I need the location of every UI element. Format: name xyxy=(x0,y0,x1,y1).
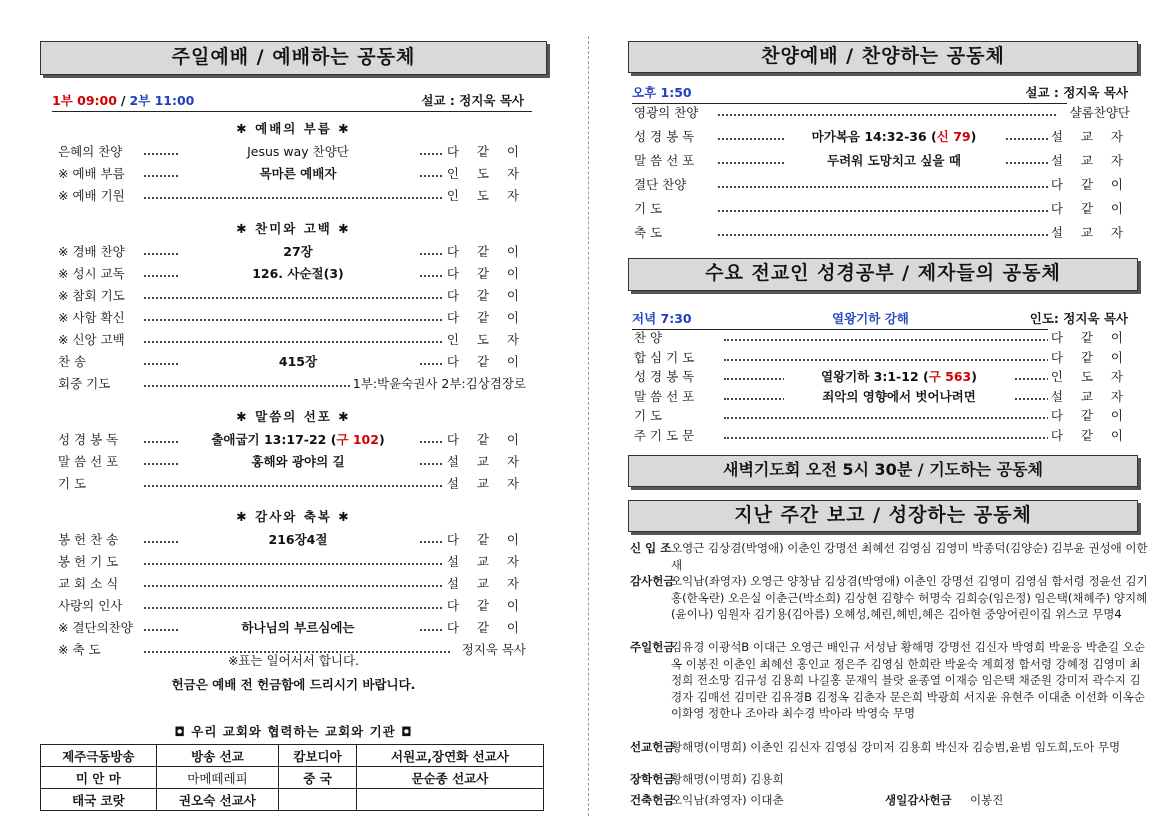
dot-leader xyxy=(144,293,450,299)
order-label: 찬 송 xyxy=(58,354,87,369)
order-row xyxy=(58,329,526,351)
order-leader: 다 같 이 xyxy=(444,263,526,285)
order-leader: 인 도 자 xyxy=(444,329,526,351)
report-value: 오영근 김상겸(박영애) 이춘인 강명선 최혜선 김영심 김영미 박종덕(김양순) 김부윤 권성애 이한새 xyxy=(671,541,1148,572)
order-row xyxy=(634,126,1130,148)
order-label: 교 회 소 식 xyxy=(58,576,119,591)
praise-worship-banner: 찬양예배 / 찬양하는 공동체 xyxy=(628,41,1138,73)
wednesday-leader: 인도: 정지욱 목사 xyxy=(1029,311,1128,326)
order-leader: 다 같 이 xyxy=(444,429,526,451)
order-leader: 1부:박윤숙권사 2부:김상겸장로 xyxy=(350,373,526,395)
order-leader: 다 같 이 xyxy=(1048,425,1130,447)
order-label: 합 심 기 도 xyxy=(634,349,695,365)
report-key: 장학헌금 xyxy=(630,772,675,786)
order-leader: 다 같 이 xyxy=(444,307,526,329)
order-leader: 설 교 자 xyxy=(1048,386,1130,408)
dot-leader xyxy=(144,603,450,609)
order-leader: 다 같 이 xyxy=(1048,327,1130,349)
order-row xyxy=(634,425,1130,447)
order-row xyxy=(58,185,526,207)
sunday-preacher: 설교 : 정지욱 목사 xyxy=(421,93,524,108)
order-content-close: ) xyxy=(971,369,977,384)
order-row xyxy=(634,222,1130,244)
coop-cell: 문순종 선교사 xyxy=(356,767,543,789)
order-leader: 인 도 자 xyxy=(1048,366,1130,388)
report-entry xyxy=(630,540,1148,573)
page-divider xyxy=(588,36,589,816)
praise-time-line xyxy=(632,82,1130,104)
section-title: ✱ 감사와 축복 ✱ xyxy=(236,509,351,524)
order-label: 은혜의 찬양 xyxy=(58,144,123,159)
section-title: ✱ 말씀의 선포 ✱ xyxy=(236,409,351,424)
coop-cell: 중 국 xyxy=(279,767,357,789)
order-leader: 다 같 이 xyxy=(1048,405,1130,427)
section-title: ✱ 예배의 부름 ✱ xyxy=(236,121,351,136)
second-service-time: 2부 11:00 xyxy=(129,93,195,108)
dot-leader xyxy=(144,481,450,487)
dawn-prayer-banner: 새벽기도회 오전 5시 30분 / 기도하는 공동체 xyxy=(628,455,1138,487)
dot-leader xyxy=(144,315,450,321)
order-leader: 설 교 자 xyxy=(1048,222,1130,244)
order-label: ※ 사함 확신 xyxy=(58,310,125,325)
order-row xyxy=(58,351,526,373)
order-leader: 인 도 자 xyxy=(444,163,526,185)
order-leader: 정지욱 목사 xyxy=(459,639,526,661)
order-row xyxy=(58,473,526,495)
order-leader: 설 교 자 xyxy=(444,451,526,473)
order-row xyxy=(58,373,526,395)
coop-cell: 권오숙 선교사 xyxy=(156,789,279,811)
order-content: 하나님의 부르심에는 xyxy=(178,617,418,639)
order-content: 두려워 도망치고 싶을 때 xyxy=(784,150,1004,172)
coop-cell: 제주극동방송 xyxy=(41,745,157,767)
coop-cell: 방송 선교 xyxy=(156,745,279,767)
order-content xyxy=(784,126,1004,148)
dot-leader xyxy=(718,230,1056,236)
hymn-number: 신 79 xyxy=(936,129,971,144)
wednesday-subject: 열왕기하 강해 xyxy=(832,311,909,326)
coop-cell: 마메떼레피 xyxy=(156,767,279,789)
order-content xyxy=(178,429,418,451)
report-key: 감사헌금 xyxy=(630,574,675,588)
order-leader: 설 교 자 xyxy=(444,473,526,495)
order-leader: 다 같 이 xyxy=(444,285,526,307)
order-content-text: 출애굽기 13:17-22 ( xyxy=(211,432,337,447)
order-label: 영광의 찬양 xyxy=(634,105,699,120)
order-row xyxy=(58,285,526,307)
order-label: ※ 경배 찬양 xyxy=(58,244,125,259)
wednesday-time: 저녁 7:30 xyxy=(632,311,692,326)
order-leader: 다 같 이 xyxy=(444,241,526,263)
order-row xyxy=(58,141,526,163)
order-leader: 다 같 이 xyxy=(444,617,526,639)
report-key: 주일헌금 xyxy=(630,640,675,654)
order-label: 성 경 봉 독 xyxy=(634,369,695,384)
order-row xyxy=(634,174,1130,196)
order-content: 216장4절 xyxy=(178,529,418,551)
order-content-text: 마가복음 14:32-36 ( xyxy=(811,129,937,144)
cooperating-churches-table xyxy=(40,744,544,811)
order-content-text: 열왕기하 3:1-12 ( xyxy=(821,369,929,384)
order-row xyxy=(58,451,526,473)
report-value: 김유경 이광석B 이대근 오영근 배인규 서성남 황해명 강명선 김신자 박영희 박윤응 박춘길 오순옥 이봉진 이춘인 최혜선 홍인교 정은주 김영심 한희란 박윤숙 계희정 함서령 강혜정 김영미 최정희 전소망 김규성 김용희 나길홍 문재익 블랏 윤종열 이재승 임은택 채준원 강미저 곽수지 김경자 김매선 김미란 김유경B 김정옥 김춘자 문은희 박광희 서지윤 유현주 이대춘 이선화 이옥순 이화영 정한나 조아라 최수경 박아라 박영숙 무명 xyxy=(671,640,1145,720)
order-row xyxy=(58,551,526,573)
order-label: 봉 헌 찬 송 xyxy=(58,532,119,547)
cooperating-churches-title: ◘ 우리 교회와 협력하는 교회와 기관 ◘ xyxy=(174,724,413,739)
order-row xyxy=(58,529,526,551)
report-value: 황해명(이명희) 이춘인 김신자 김영심 강미저 김용희 박신자 김승범,윤범 임도희,도아 무명 xyxy=(671,740,1121,754)
order-leader: 다 같 이 xyxy=(444,351,526,373)
order-row xyxy=(58,241,526,263)
sunday-time-line xyxy=(52,90,532,112)
order-row xyxy=(58,307,526,329)
order-label: 기 도 xyxy=(58,476,87,491)
coop-row xyxy=(41,745,544,767)
dot-leader xyxy=(144,581,450,587)
order-label: 사랑의 인사 xyxy=(58,598,123,613)
order-label: 성 경 봉 독 xyxy=(58,432,119,447)
hymn-number: 구 102 xyxy=(336,432,379,447)
order-label: 성 경 봉 독 xyxy=(634,129,695,144)
order-label: ※ 성시 교독 xyxy=(58,266,125,281)
order-label: 회중 기도 xyxy=(58,376,111,391)
dot-leader xyxy=(144,337,450,343)
order-content: 목마른 예배자 xyxy=(178,163,418,185)
weekly-report-banner: 지난 주간 보고 / 성장하는 공동체 xyxy=(628,500,1138,532)
order-leader: 설 교 자 xyxy=(444,573,526,595)
order-label: ※ 신앙 고백 xyxy=(58,332,125,347)
report-key: 선교헌금 xyxy=(630,740,675,754)
order-leader: 다 같 이 xyxy=(444,595,526,617)
order-row xyxy=(634,150,1130,172)
report-key: 신 입 조 xyxy=(630,541,672,555)
order-leader: 다 같 이 xyxy=(444,529,526,551)
order-label: 봉 헌 기 도 xyxy=(58,554,119,569)
order-leader: 인 도 자 xyxy=(444,185,526,207)
order-leader: 다 같 이 xyxy=(1048,198,1130,220)
dot-leader xyxy=(724,413,1056,419)
coop-cell xyxy=(356,789,543,811)
report-value: 오익남(좌영자) 오영근 양창남 김상겸(박영애) 이춘인 강명선 김영미 김영심 함서령 정윤선 김기홍(한옥란) 오은실 이춘근(박소희) 김상현 김향수 허명숙 김희승(임은정) 임은택(채혜주) 양지혜(윤이나) 임원자 김기용(김아름) 오혜성,혜린,혜빈,혜은 김아현 중앙어린이집 위스코 무명4 xyxy=(671,574,1148,621)
coop-row xyxy=(41,789,544,811)
dot-leader xyxy=(724,335,1056,341)
dot-leader xyxy=(718,110,1056,116)
order-content: Jesus way 찬양단 xyxy=(178,141,418,163)
coop-cell: 미 안 마 xyxy=(41,767,157,789)
order-label: 기 도 xyxy=(634,408,663,423)
report-entry xyxy=(630,792,1148,809)
dot-leader xyxy=(144,559,450,565)
praise-time: 오후 1:50 xyxy=(632,85,692,100)
order-row xyxy=(58,595,526,617)
coop-cell: 캄보디아 xyxy=(279,745,357,767)
dot-leader xyxy=(718,182,1056,188)
order-row xyxy=(58,573,526,595)
order-leader: 다 같 이 xyxy=(444,141,526,163)
order-content: 죄악의 영향에서 벗어나려면 xyxy=(784,386,1014,408)
report-value-secondary: 이봉진 xyxy=(970,793,1004,807)
order-row xyxy=(634,102,1130,124)
order-content: 27장 xyxy=(178,241,418,263)
order-label: ※ 축 도 xyxy=(58,642,101,657)
order-label: 말 씀 선 포 xyxy=(634,388,695,404)
order-row xyxy=(58,617,526,639)
order-leader: 설 교 자 xyxy=(444,551,526,573)
coop-cell: 서원교,장연화 선교사 xyxy=(356,745,543,767)
dot-leader xyxy=(724,433,1056,439)
order-label: ※ 참회 기도 xyxy=(58,288,125,303)
order-content: 홍해와 광야의 길 xyxy=(178,451,418,473)
order-label: 찬 양 xyxy=(634,330,663,345)
order-leader: 설 교 자 xyxy=(1048,126,1130,148)
report-entry xyxy=(630,771,1148,788)
order-label: 기 도 xyxy=(634,201,663,216)
dot-leader xyxy=(724,355,1056,361)
offering-note: 헌금은 예배 전 헌금함에 드리시기 바랍니다. xyxy=(171,677,416,692)
order-content: 126. 사순절(3) xyxy=(178,263,418,285)
order-label: ※ 예배 기원 xyxy=(58,188,125,203)
report-entry xyxy=(630,639,1148,722)
report-value: 오익남(좌영자) 이대춘 xyxy=(671,793,784,807)
report-entry xyxy=(630,739,1148,756)
order-row xyxy=(58,163,526,185)
wednesday-study-banner: 수요 전교인 성경공부 / 제자들의 공동체 xyxy=(628,258,1138,291)
dot-leader xyxy=(144,193,450,199)
order-label: ※ 결단의찬양 xyxy=(58,620,133,635)
time-separator: / xyxy=(120,93,126,108)
order-label: 말 씀 선 포 xyxy=(634,153,695,168)
praise-preacher: 설교 : 정지욱 목사 xyxy=(1025,85,1128,100)
order-content-close: ) xyxy=(378,432,385,447)
order-row xyxy=(634,198,1130,220)
report-entry xyxy=(630,573,1148,623)
order-leader: 다 같 이 xyxy=(1048,174,1130,196)
order-leader: 설 교 자 xyxy=(1048,150,1130,172)
sunday-worship-banner: 주일예배 / 예배하는 공동체 xyxy=(40,41,547,75)
order-leader: 샬롬찬양단 xyxy=(1067,102,1130,124)
order-row xyxy=(58,263,526,285)
first-service-time: 1부 09:00 xyxy=(52,93,117,108)
order-label: ※ 예배 부름 xyxy=(58,166,125,181)
hymn-number: 구 563 xyxy=(928,369,972,384)
order-leader: 다 같 이 xyxy=(1048,347,1130,369)
report-key: 건축헌금 xyxy=(630,793,675,807)
order-label: 축 도 xyxy=(634,225,663,240)
order-content: 415장 xyxy=(178,351,418,373)
order-row xyxy=(58,429,526,451)
section-title: ✱ 찬미와 고백 ✱ xyxy=(236,221,351,236)
order-label: 결단 찬양 xyxy=(634,177,687,192)
dot-leader xyxy=(718,206,1056,212)
coop-cell: 태국 코랏 xyxy=(41,789,157,811)
coop-row xyxy=(41,767,544,789)
order-content-close: ) xyxy=(970,129,977,144)
order-label: 주 기 도 문 xyxy=(634,427,695,443)
report-key-secondary: 생일감사헌금 xyxy=(885,793,952,807)
report-value: 황해명(이명희) 김용희 xyxy=(671,772,784,786)
coop-cell xyxy=(279,789,357,811)
order-label: 말 씀 선 포 xyxy=(58,454,119,469)
standing-note: ※표는 일어서서 합니다. xyxy=(227,653,360,668)
